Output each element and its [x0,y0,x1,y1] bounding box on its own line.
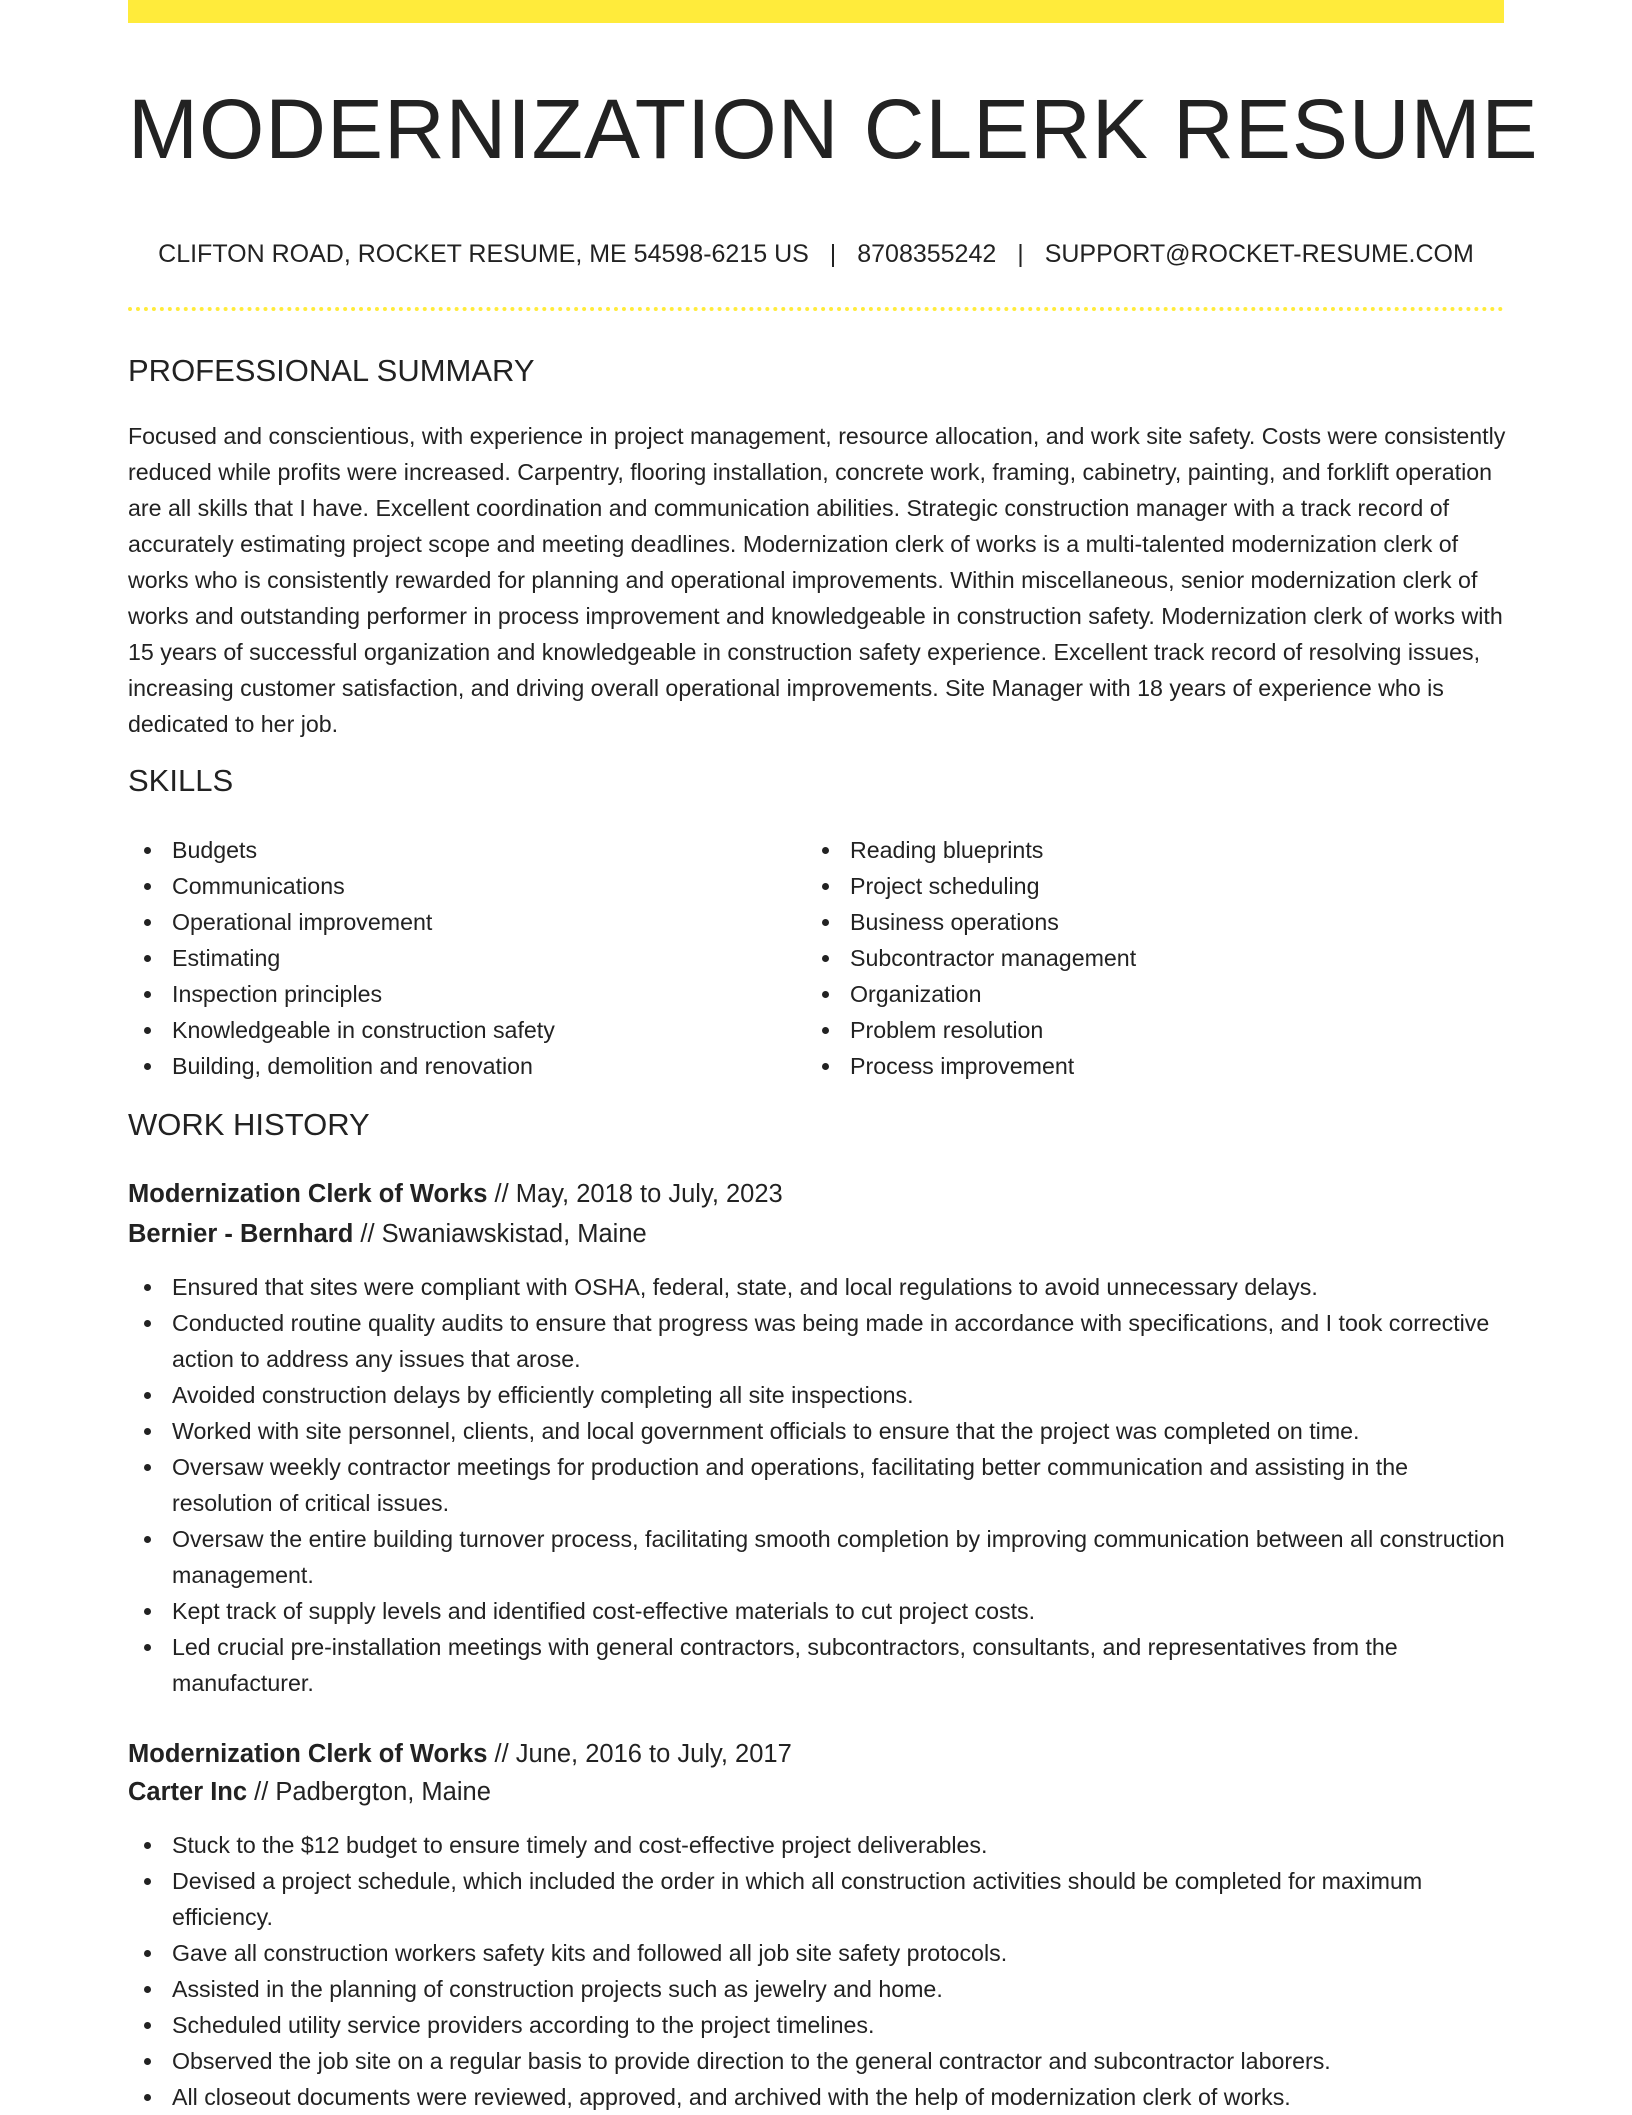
contact-phone: 8708355242 [857,240,997,268]
location-separator: // [254,1778,269,1806]
resume-title: MODERNIZATION CLERK RESUME [128,82,1539,176]
skills-heading: SKILLS [128,763,234,798]
skill-item: Communications [128,868,808,904]
summary-text: Focused and conscientious, with experience in project management, resource allocation, and work site safety. Costs were consistently reduced while profits were increased. Carpentry, flooring installation, concrete work, framing, cabinetry, painting, and forklift operation are all skills that I have. Excellent coordination and communication abilities. Strategic construction manager with a track record of accurately estimating project scope and meeting deadlines. Modernization clerk of works is a multi-talented modernization clerk of works who is consistently rewarded for planning and operational improvements. Within miscellaneous, senior modernization clerk of works and outstanding performer in process improvement and knowledgeable in construction safety. Modernization clerk of works with 15 years of successful organization and knowledgeable in construction safety experience. Excellent track record of resolving issues, increasing customer satisfaction, and driving overall operational improvements. Site Manager with 18 years of experience who is dedicated to her job. [128,423,1506,737]
skill-item: Problem resolution [806,1012,1486,1048]
job-title: Modernization Clerk of Works [128,1180,488,1208]
job-bullet-list [128,1827,1508,2115]
job-title-line [128,1735,792,1773]
skill-item: Building, demolition and renovation [128,1048,808,1084]
work-history-heading: WORK HISTORY [128,1107,370,1142]
job-location: Padbergton, Maine [275,1778,491,1806]
summary-heading: PROFESSIONAL SUMMARY [128,353,535,388]
skill-item: Reading blueprints [806,832,1486,868]
job-dates: June, 2016 to July, 2017 [515,1740,792,1768]
contact-email: SUPPORT@ROCKET-RESUME.COM [1044,240,1474,268]
skill-item: Inspection principles [128,976,808,1012]
skill-item: Estimating [128,940,808,976]
skill-item: Business operations [806,904,1486,940]
job-title: Modernization Clerk of Works [128,1740,488,1768]
skills-list-right [806,832,1486,1084]
job-bullet: Ensured that sites were compliant with OSHA, federal, state, and local regulations to avoid unnecessary delays. [128,1269,1508,1305]
contact-separator: | [1017,240,1024,268]
skill-item: Operational improvement [128,904,808,940]
job-bullet: Led crucial pre-installation meetings with general contractors, subcontractors, consultants, and representatives from the manufacturer. [128,1629,1508,1701]
skill-item: Subcontractor management [806,940,1486,976]
employer-line [128,1215,647,1253]
job-bullet: Avoided construction delays by efficiently completing all site inspections. [128,1377,1508,1413]
job-bullet: Gave all construction workers safety kits and followed all job site safety protocols. [128,1935,1508,1971]
date-separator: // [494,1180,509,1208]
accent-top-bar [128,0,1504,23]
job-bullet-list [128,1269,1508,1701]
skill-item: Project scheduling [806,868,1486,904]
contact-address: CLIFTON ROAD, ROCKET RESUME, ME 54598-6215 US [158,240,809,268]
skills-list-left [128,832,808,1084]
employer-name: Carter Inc [128,1778,248,1806]
job-bullet: Kept track of supply levels and identified cost-effective materials to cut project costs. [128,1593,1508,1629]
contact-separator: | [829,240,837,268]
job-bullet: Stuck to the $12 budget to ensure timely and cost-effective project deliverables. [128,1827,1508,1863]
job-location: Swaniawskistad, Maine [381,1220,647,1248]
employer-name: Bernier - Bernhard [128,1220,354,1248]
header-divider [128,307,1504,311]
skill-item: Process improvement [806,1048,1486,1084]
job-bullet: Devised a project schedule, which included the order in which all construction activities should be completed for maximum efficiency. [128,1863,1508,1935]
job-bullet: Observed the job site on a regular basis to provide direction to the general contractor and subcontractor laborers. [128,2043,1508,2079]
job-bullet: Oversaw the entire building turnover process, facilitating smooth completion by improving communication between all construction management. [128,1521,1508,1593]
skill-item: Organization [806,976,1486,1012]
date-separator: // [494,1740,509,1768]
location-separator: // [360,1220,375,1248]
job-bullet: Conducted routine quality audits to ensure that progress was being made in accordance with specifications, and I took corrective action to address any issues that arose. [128,1305,1508,1377]
job-title-line [128,1175,783,1213]
job-bullet: Oversaw weekly contractor meetings for production and operations, facilitating better communication and assisting in the resolution of critical issues. [128,1449,1508,1521]
job-bullet: Assisted in the planning of construction projects such as jewelry and home. [128,1971,1508,2007]
job-bullet: Scheduled utility service providers according to the project timelines. [128,2007,1508,2043]
employer-line [128,1773,491,1811]
contact-line [128,236,1504,272]
job-dates: May, 2018 to July, 2023 [515,1180,783,1208]
skill-item: Budgets [128,832,808,868]
job-bullet: All closeout documents were reviewed, approved, and archived with the help of modernization clerk of works. [128,2079,1508,2115]
skill-item: Knowledgeable in construction safety [128,1012,808,1048]
job-bullet: Worked with site personnel, clients, and local government officials to ensure that the project was completed on time. [128,1413,1508,1449]
